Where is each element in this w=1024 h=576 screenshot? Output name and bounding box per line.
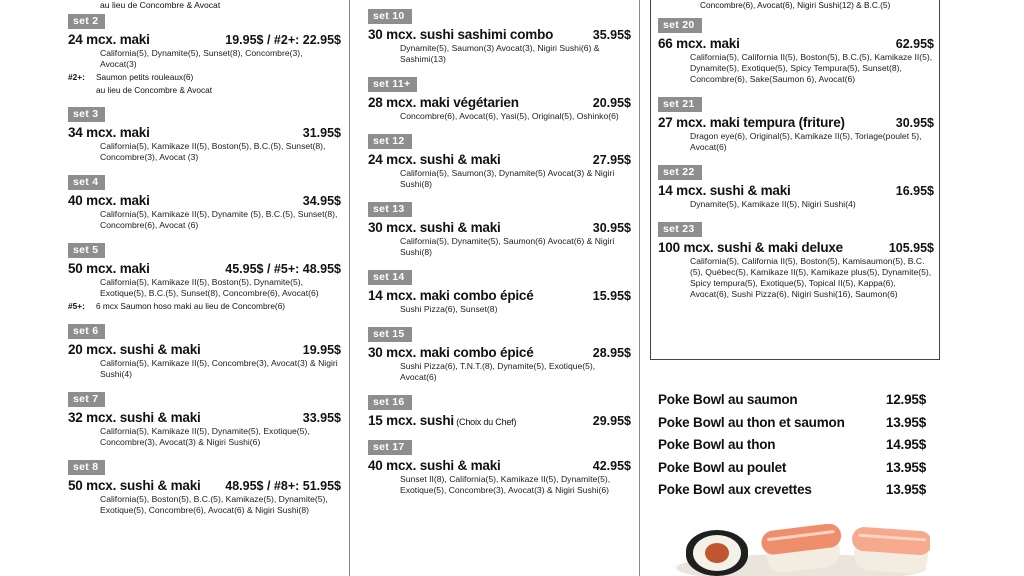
set-title: 32 mcx. sushi & maki (68, 409, 201, 425)
set-note (68, 72, 341, 83)
set-title-row (658, 115, 934, 130)
set-description: Sushi Pizza(6), Sunset(8) (400, 304, 498, 314)
set-tag: set 5 (68, 243, 105, 258)
set-note-key: #2+: (68, 72, 85, 82)
set-title: 34 mcx. maki (68, 125, 150, 140)
set-price: 27.95$ (592, 153, 631, 167)
set-price: 28.95$ (592, 346, 631, 360)
set-price: 105.95$ (888, 241, 934, 255)
set-price: 45.95$ / #5+: 48.95$ (225, 262, 341, 276)
set-tag: set 20 (658, 18, 702, 33)
poke-bowl-price: 14.95$ (885, 437, 926, 452)
set-title-row (368, 413, 631, 428)
menu-set-block (658, 219, 934, 300)
poke-bowl-label: Poke Bowl aux crevettes (658, 482, 812, 497)
menu-set-block (68, 457, 341, 516)
set-title (368, 413, 516, 428)
set-price: 29.95$ (592, 414, 631, 428)
column1-partial-text: au lieu de Concombre & Avocat (100, 0, 221, 10)
poke-bowl-row (658, 437, 926, 452)
set-price: 15.95$ (592, 289, 631, 303)
set-title: 14 mcx. sushi & maki (658, 183, 791, 198)
set-title-row (68, 125, 341, 140)
set-tag: set 14 (368, 270, 412, 285)
menu-set-block (368, 392, 631, 428)
set-title-row (368, 345, 631, 360)
menu-column-3 (650, 0, 980, 576)
set-description: California(5), Dynamite(5), Saumon(6) Avocat(6) & Nigiri Sushi(8) (400, 236, 615, 257)
set-description: California(5), Saumon(3), Dynamite(5) Avocat(3) & Nigiri Sushi(8) (400, 168, 615, 189)
set-title: 30 mcx. sushi sashimi combo (368, 27, 554, 42)
column1-set-list (68, 11, 341, 516)
set-tag: set 21 (658, 97, 702, 112)
menu-set-block (68, 389, 341, 448)
set-title: 28 mcx. maki végétarien (368, 95, 519, 110)
menu-set-block (68, 11, 341, 95)
set-note-value: 6 mcx Saumon hoso maki au lieu de Concombre(6) (96, 301, 286, 311)
set-note-key: #5+: (68, 301, 85, 311)
menu-set-block (368, 437, 631, 496)
set-title: 24 mcx. sushi & maki (368, 152, 501, 167)
column3-partial-text: Concombre(6), Avocat(6), Nigiri Sushi(12) & B.C.(5) (700, 0, 891, 10)
set-description: Concombre(6), Avocat(6), Yasi(5), Original(5), Oshinko(6) (400, 111, 619, 121)
set-title: 50 mcx. sushi & maki (68, 477, 201, 493)
set-price: 42.95$ (592, 459, 631, 473)
menu-column-2 (360, 0, 640, 576)
poke-bowl-label: Poke Bowl au thon (658, 437, 776, 452)
set-title-row (368, 95, 631, 110)
set-description: California(5), Kamikaze II(5), Boston(5), Dynamite(5), Exotique(5), B.C.(5), Sunset(8), Concombre(6), Avocat(6) (100, 277, 319, 298)
set-description: Dynamite(5), Saumon(3) Avocat(3), Nigiri Sushi(6) & Sashimi(13) (400, 43, 600, 64)
set-price: 30.95$ (592, 221, 631, 235)
set-tag: set 16 (368, 395, 412, 410)
nigiri-photo-1 (766, 536, 840, 570)
set-description: Dynamite(5), Kamikaze II(5), Nigiri Sushi(4) (690, 199, 856, 209)
set-title: 30 mcx. sushi & maki (368, 220, 501, 235)
set-title-row (658, 183, 934, 198)
sushi-photo-strip (658, 524, 930, 576)
poke-bowl-price: 12.95$ (885, 392, 926, 407)
set-title-row (68, 410, 341, 425)
menu-set-block (368, 131, 631, 190)
set-title-main: 15 mcx. sushi (368, 413, 454, 428)
set-title: 14 mcx. maki combo épicé (368, 288, 534, 303)
menu-set-block (658, 94, 934, 153)
menu-set-block (658, 162, 934, 210)
set-price: 34.95$ (302, 194, 341, 208)
set-tag: set 3 (68, 107, 105, 122)
menu-set-block (658, 15, 934, 85)
poke-bowl-list (658, 392, 926, 505)
set-tag: set 8 (68, 460, 105, 475)
set-price: 48.95$ / #8+: 51.95$ (225, 478, 341, 493)
set-description: Sunset II(8), California(5), Kamikaze II(5), Dynamite(5), Exotique(5), Concombre(3), Avocat(3) & Nigiri Sushi(6) (400, 474, 611, 495)
set-title-row (68, 193, 341, 208)
poke-bowl-row (658, 392, 926, 407)
set-price: 20.95$ (592, 96, 631, 110)
set-tag: set 2 (68, 14, 105, 29)
set-tag: set 12 (368, 134, 412, 149)
set-tag: set 4 (68, 175, 105, 190)
poke-bowl-row (658, 415, 926, 430)
menu-set-block (368, 74, 631, 122)
set-title: 40 mcx. sushi & maki (368, 458, 501, 473)
set-title-row (68, 342, 341, 357)
set-price: 30.95$ (895, 116, 934, 130)
set-title-sub: (Choix du Chef) (453, 417, 517, 427)
set-title-row (368, 458, 631, 473)
set-tag: set 7 (68, 392, 105, 407)
set-title: 66 mcx. maki (658, 36, 740, 51)
set-price: 16.95$ (895, 184, 934, 198)
poke-bowl-label: Poke Bowl au poulet (658, 459, 787, 475)
set-title-row (68, 261, 341, 276)
poke-bowl-row (658, 460, 926, 475)
set-price: 19.95$ / #2+: 22.95$ (225, 33, 341, 47)
set-title: 40 mcx. maki (68, 193, 150, 208)
set-title: 20 mcx. sushi & maki (68, 341, 201, 357)
set-description: California(5), Boston(5), B.C.(5), Kamikaze(5), Dynamite(5), Exotique(5), Concombre(6), Avocat(6) & Nigiri Sushi(8) (100, 493, 328, 515)
set-title-row (658, 240, 934, 255)
set-price: 31.95$ (302, 126, 341, 140)
set-description: Dragon eye(6), Original(5), Kamikaze II(5), Toriage(poulet 5), Avocat(6) (690, 131, 922, 152)
maki-roll-photo (686, 530, 748, 576)
column2-set-list (368, 6, 631, 496)
set-title-row (368, 27, 631, 42)
poke-bowl-label: Poke Bowl au saumon (658, 392, 798, 407)
set-note-key (68, 85, 96, 96)
set-description: California(5), Dynamite(5), Sunset(8), Concombre(3), Avocat(3) (100, 48, 303, 69)
menu-set-block (368, 324, 631, 383)
set-title: 100 mcx. sushi & maki deluxe (658, 240, 843, 255)
set-title: 30 mcx. maki combo épicé (368, 345, 534, 360)
set-tag: set 11+ (368, 77, 417, 92)
set-tag: set 10 (368, 9, 412, 24)
set-description: California(5), Kamikaze II(5), Concombre(3), Avocat(3) & Nigiri Sushi(4) (100, 357, 338, 379)
menu-set-block (68, 172, 341, 231)
set-tag: set 13 (368, 202, 412, 217)
set-description: California(5), California II(5), Boston(5), Kamisaumon(5), B.C.(5), Québec(5), Kamikaze II(5), Kamikaze plus(5), Dynamite(5), Spicy tempura(5), Exotique(5), Topical II(5), Kappa(6), Avocat(6), Sushi Pizza(6), Nigiri Sushi(16), Saumon(6) (690, 256, 932, 299)
nigiri-photo-2 (854, 538, 928, 572)
set-description: California(5), Kamikaze II(5), Dynamite(5), Exotique(5), Concombre(3), Avocat(3) & Nigiri Sushi(6) (100, 425, 310, 447)
set-description: California(5), Kamikaze II(5), Boston(5), B.C.(5), Sunset(8), Concombre(3), Avocat (3) (100, 141, 326, 162)
set-title-row (68, 32, 341, 47)
set-title-row (658, 36, 934, 51)
set-tag: set 22 (658, 165, 702, 180)
menu-set-block (68, 104, 341, 163)
menu-set-block (368, 199, 631, 258)
set-description: California(5), Kamikaze II(5), Dynamite (5), B.C.(5), Sunset(8), Concombre(6), Avocat (6) (100, 209, 338, 230)
poke-bowl-row (658, 482, 926, 497)
column3-set-list (658, 15, 934, 300)
set-title-row (368, 220, 631, 235)
set-price: 62.95$ (895, 37, 934, 51)
set-note-value: au lieu de Concombre & Avocat (96, 84, 213, 95)
set-tag: set 17 (368, 440, 412, 455)
set-title-row (368, 152, 631, 167)
set-tag: set 6 (68, 324, 105, 339)
set-title: 27 mcx. maki tempura (friture) (658, 115, 845, 130)
set-title: 50 mcx. maki (68, 261, 150, 276)
set-price: 33.95$ (302, 410, 341, 425)
set-note-value: Saumon petits rouleaux(6) (96, 72, 194, 82)
column3-content (658, 0, 934, 309)
set-title-row (368, 288, 631, 303)
set-note (68, 301, 341, 312)
poke-bowl-price: 13.95$ (885, 414, 926, 430)
poke-bowl-price: 13.95$ (885, 459, 926, 475)
poke-bowl-label: Poke Bowl au thon et saumon (658, 414, 845, 430)
set-price: 19.95$ (302, 342, 341, 357)
menu-set-block (368, 6, 631, 65)
set-description: Sushi Pizza(6), T.N.T.(8), Dynamite(5), Exotique(5), Avocat(6) (400, 361, 596, 382)
set-description: California(5), California II(5), Boston(5), B.C.(5), Kamikaze II(5), Dynamite(5), Exotique(5), Spicy Tempura(5), Sunset(8), Concombre(6), Sake(Saumon 6), Avocat(6) (690, 52, 933, 84)
set-tag: set 15 (368, 327, 412, 342)
poke-bowl-price: 13.95$ (885, 482, 926, 497)
set-title-row (68, 478, 341, 493)
menu-column-1 (60, 0, 350, 576)
menu-set-block (68, 240, 341, 312)
menu-set-block (68, 321, 341, 380)
set-note (68, 85, 341, 96)
set-price: 35.95$ (592, 28, 631, 42)
set-title: 24 mcx. maki (68, 32, 150, 47)
set-tag: set 23 (658, 222, 702, 237)
menu-set-block (368, 267, 631, 315)
